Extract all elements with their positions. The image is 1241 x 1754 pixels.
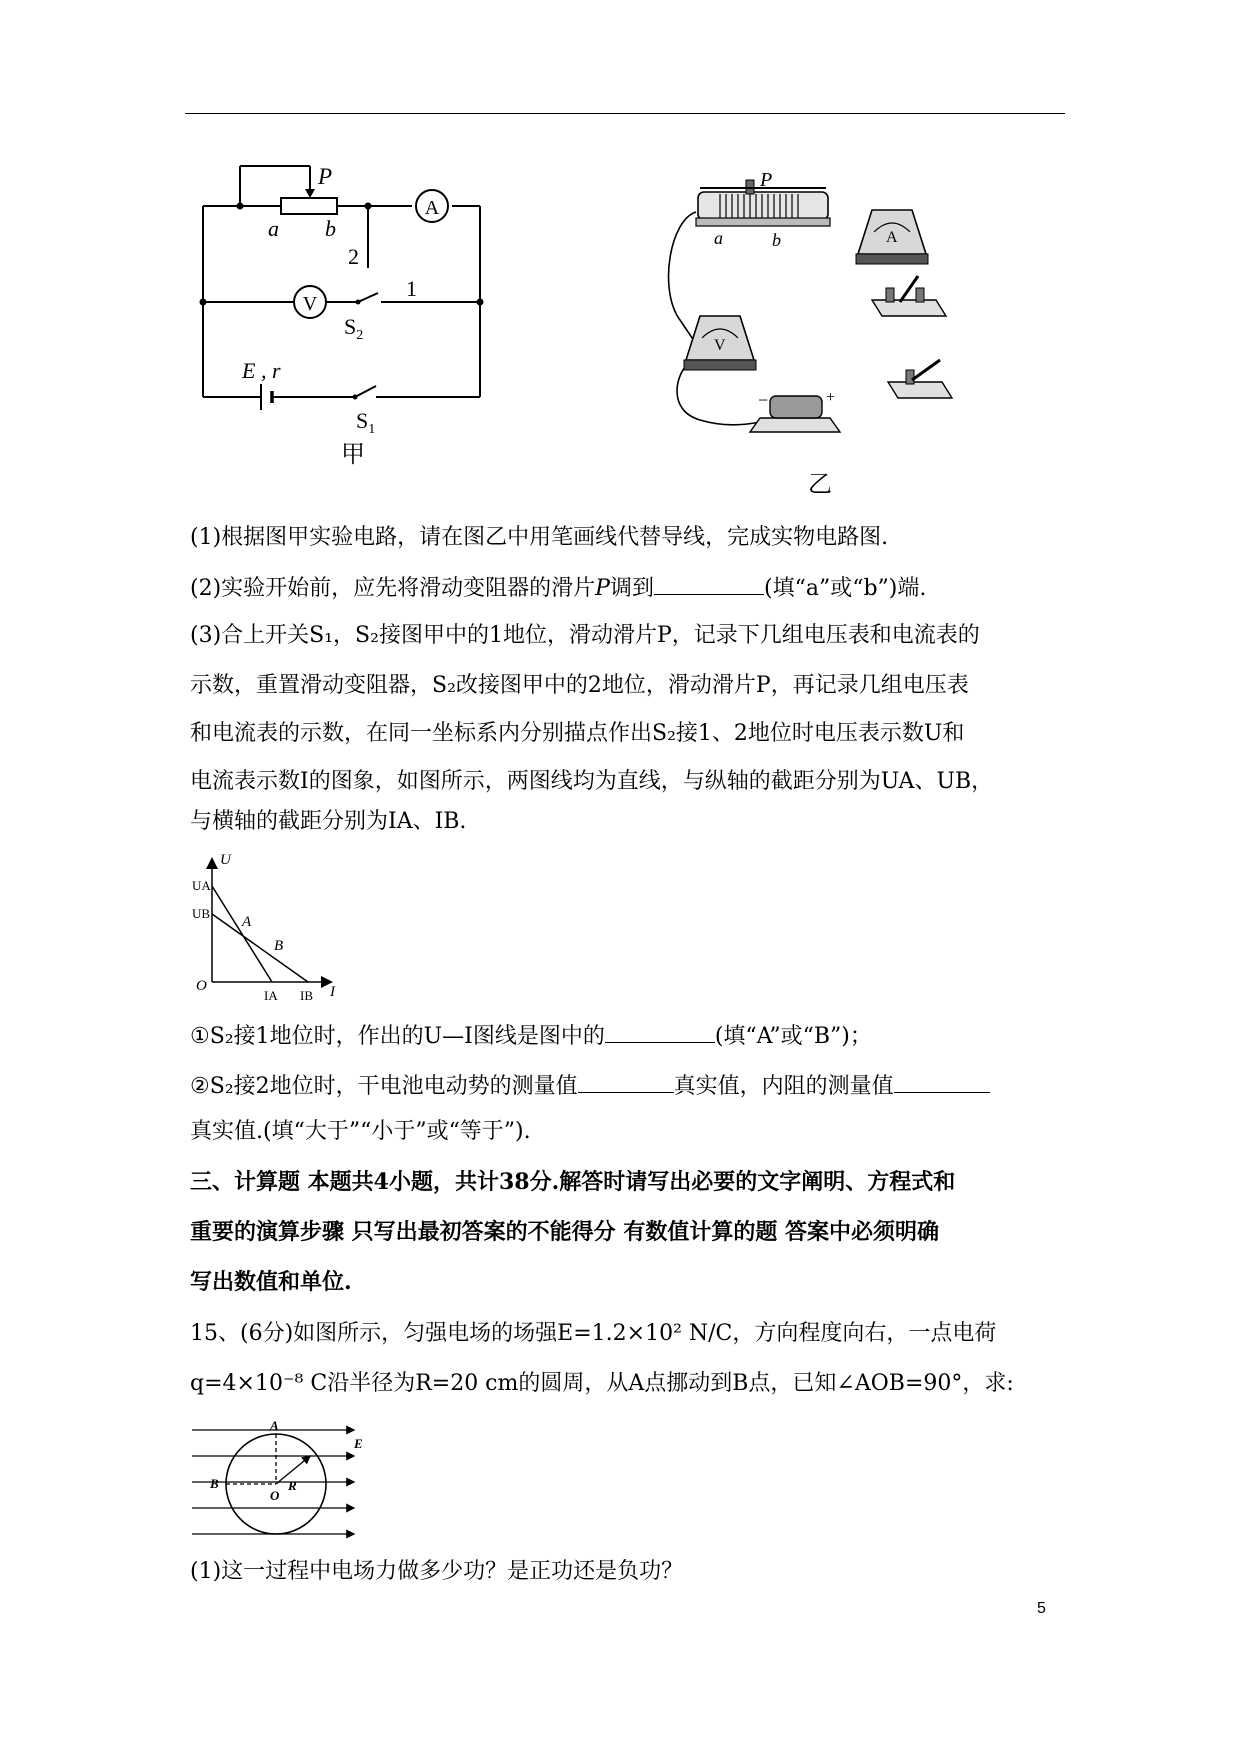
section-3-heading-line-2: 重要的演算步骤 只写出最初答案的不能得分 有数值计算的题 答案中必须明确 <box>190 1219 939 1245</box>
u-i-graph <box>190 850 350 1002</box>
origin-O: O <box>196 978 207 994</box>
intercept-UB: UB <box>192 906 211 921</box>
line-B <box>212 914 308 982</box>
apparatus-figure-yi <box>660 170 980 440</box>
radius-R: R <box>288 1478 297 1493</box>
electric-field-figure <box>190 1418 380 1550</box>
caption-yi: 乙 <box>808 470 832 498</box>
question-15-sub-1: (1)这一过程中电场力做多少功？是正功还是负功？ <box>190 1559 684 1584</box>
question-2: (2)实验开始前，应先将滑动变阻器的滑片P调到 (填“a”或“b”)端. <box>190 572 926 603</box>
question-3-line-4: 电流表示数I的图象，如图所示，两图线均为直线，与纵轴的截距分别为UA、UB， <box>190 769 994 794</box>
intercept-IB: IB <box>300 988 313 1003</box>
label-P: P <box>760 169 773 191</box>
question-1: (1)根据图甲实验电路，请在图乙中用笔画线代替导线，完成实物电路图. <box>190 525 889 550</box>
line-A <box>212 886 272 982</box>
answer-blank[interactable] <box>578 1070 674 1093</box>
point-B: B <box>210 1476 219 1491</box>
caption-jia: 甲 <box>341 440 365 468</box>
line-label-B: B <box>274 938 284 954</box>
sub-question-1: ①S₂接1地位时，作出的U—I图线是图中的 (填“A”或“B”)； <box>190 1020 872 1051</box>
voltmeter-symbol: V <box>714 337 726 354</box>
voltmeter-symbol: V <box>302 293 318 315</box>
battery-minus: − <box>758 390 769 410</box>
sub-question-2: ②S₂接2地位时，干电池电动势的测量值 真实值，内阻的测量值 <box>190 1070 990 1101</box>
label-b: b <box>325 216 336 241</box>
sub-question-2-cont: 真实值.(填“大于”“小于”或“等于”). <box>190 1119 531 1144</box>
switch-icon <box>888 360 952 398</box>
header-rule <box>185 113 1065 114</box>
point-A: A <box>270 1418 279 1433</box>
ammeter-symbol: A <box>424 197 440 219</box>
label-position-1: 1 <box>406 276 417 301</box>
section-3-heading-line-1: 三、计算题 本题共4小题，共计38分.解答时请写出必要的文字阐明、方程式和 <box>190 1169 956 1195</box>
question-15-line-1: 15、(6分)如图所示，匀强电场的场强E=1.2×10² N/C，方向程度向右，一点电荷 <box>190 1321 997 1346</box>
label-position-2: 2 <box>348 244 359 269</box>
question-3-line-5: 与横轴的截距分别为IA、IB. <box>190 809 467 834</box>
line-label-A: A <box>242 914 252 930</box>
label-a: a <box>268 216 279 241</box>
intercept-UA: UA <box>192 878 211 893</box>
question-3-line-3: 和电流表的示数，在同一坐标系内分别描点作出S₂接1、2地位时电压表示数U和 <box>190 721 965 746</box>
label-Er: E , r <box>242 358 281 383</box>
axis-label-I: I <box>330 984 335 1000</box>
page-number: 5 <box>1037 1600 1046 1617</box>
label-S2: $S_2$ <box>344 314 364 343</box>
intercept-IA: IA <box>264 988 278 1003</box>
circuit-diagram-jia <box>190 160 490 437</box>
question-3-line-1: (3)合上开关S₁，S₂接图甲中的1地位，滑动滑片P，记录下几组电压表和电流表的 <box>190 623 980 648</box>
axis-label-U: U <box>220 852 231 868</box>
ammeter-symbol: A <box>886 229 898 246</box>
label-a: a <box>714 228 723 248</box>
label-S1: $S_1$ <box>356 408 376 437</box>
battery-plus: + <box>826 389 836 406</box>
question-3-line-2: 示数，重置滑动变阻器，S₂改接图甲中的2地位，滑动滑片P，再记录几组电压表 <box>190 673 969 698</box>
answer-blank[interactable] <box>894 1070 990 1093</box>
center-O: O <box>270 1488 280 1503</box>
answer-blank[interactable] <box>605 1020 715 1043</box>
section-3-heading-line-3: 写出数值和单位. <box>190 1269 352 1295</box>
label-b: b <box>772 230 781 250</box>
field-E: E <box>354 1436 363 1451</box>
question-15-line-2: q=4×10⁻⁸ C沿半径为R=20 cm的圆周，从A点挪动到B点，已知∠AOB=90°，求: <box>190 1371 1014 1396</box>
answer-blank[interactable] <box>654 572 764 595</box>
label-P: P <box>318 164 333 189</box>
switch-icon <box>872 276 946 316</box>
